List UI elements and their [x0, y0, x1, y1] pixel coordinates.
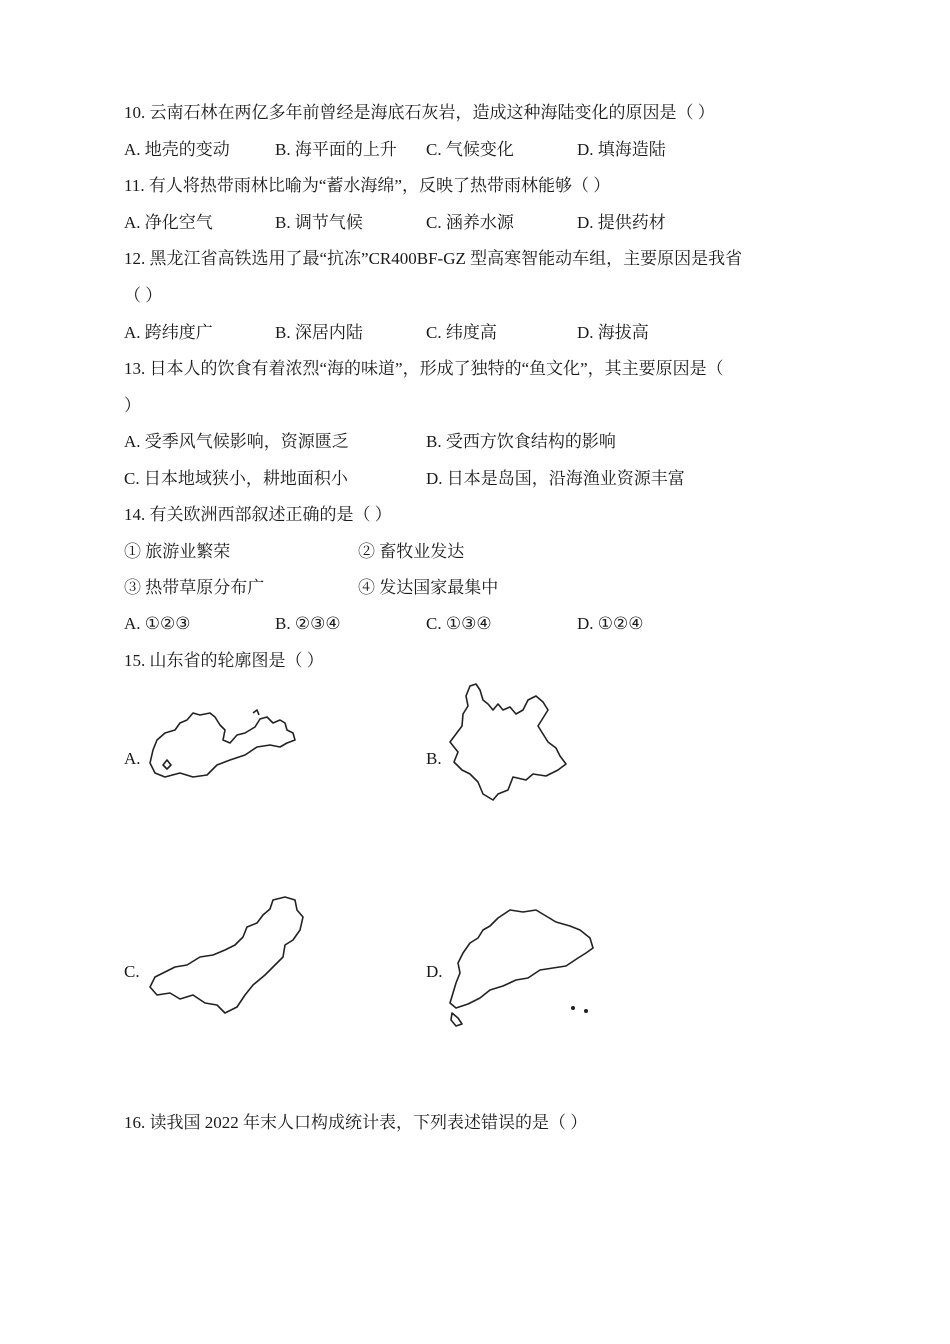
question-11-stem: 11. 有人将热带雨林比喻为“蓄水海绵”，反映了热带雨林能够（ ） [124, 176, 611, 195]
q15-option-b-label: B. [426, 749, 442, 768]
q15-option-a-label: A. [124, 749, 141, 768]
q14-option-c: C. ①③④ [426, 614, 492, 633]
guangdong-outline-map [448, 908, 598, 1028]
question-12-stem: 12. 黑龙江省高铁选用了最“抗冻”CR400BF-GZ 型高寒智能动车组，主要原因是我省 [124, 249, 743, 268]
q12-option-c: C. 纬度高 [426, 323, 497, 342]
q14-option-a: A. ①②③ [124, 614, 191, 633]
question-13-stem: 13. 日本人的饮食有着浓烈“海的味道”，形成了独特的“鱼文化”，其主要原因是（ [124, 359, 724, 378]
q13-option-c: C. 日本地域狭小，耕地面积小 [124, 469, 348, 488]
q10-option-b: B. 海平面的上升 [275, 140, 397, 159]
question-16-stem: 16. 读我国 2022 年末人口构成统计表，下列表述错误的是（ ） [124, 1113, 588, 1132]
q14-item-4: ④ 发达国家最集中 [358, 578, 499, 597]
question-13-stem-continued: ） [124, 396, 141, 415]
q15-option-c-label: C. [124, 962, 140, 981]
q13-option-d: D. 日本是岛国，沿海渔业资源丰富 [426, 469, 685, 488]
q11-option-b: B. 调节气候 [275, 213, 363, 232]
question-15-stem: 15. 山东省的轮廓图是（ ） [124, 651, 324, 670]
q12-option-a: A. 跨纬度广 [124, 323, 213, 342]
question-14-stem: 14. 有关欧洲西部叙述正确的是（ ） [124, 505, 392, 524]
question-12-stem-continued: （ ） [124, 286, 163, 305]
q12-option-d: D. 海拔高 [577, 323, 649, 342]
q10-option-a: A. 地壳的变动 [124, 140, 230, 159]
q14-item-2: ② 畜牧业发达 [358, 542, 465, 561]
q12-option-b: B. 深居内陆 [275, 323, 363, 342]
q13-option-b: B. 受西方饮食结构的影响 [426, 432, 616, 451]
shandong-outline-map [145, 705, 300, 780]
q11-option-d: D. 提供药材 [577, 213, 666, 232]
q15-option-d-label: D. [426, 962, 443, 981]
q10-option-c: C. 气候变化 [426, 140, 514, 159]
inner-mongolia-outline-map [145, 895, 305, 1020]
q14-option-d: D. ①②④ [577, 614, 644, 633]
yunnan-outline-map [448, 682, 573, 807]
q14-option-b: B. ②③④ [275, 614, 341, 633]
q10-option-d: D. 填海造陆 [577, 140, 666, 159]
q11-option-c: C. 涵养水源 [426, 213, 514, 232]
question-10-stem: 10. 云南石林在两亿多年前曾经是海底石灰岩，造成这种海陆变化的原因是（ ） [124, 103, 715, 122]
q14-item-3: ③ 热带草原分布广 [124, 578, 265, 597]
q11-option-a: A. 净化空气 [124, 213, 213, 232]
q13-option-a: A. 受季风气候影响，资源匮乏 [124, 432, 349, 451]
q14-item-1: ① 旅游业繁荣 [124, 542, 231, 561]
